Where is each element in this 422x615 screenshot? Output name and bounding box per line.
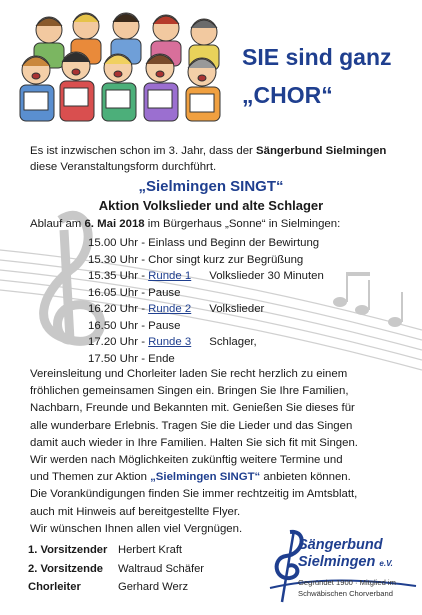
event-name-inline: „Sielmingen SINGT“ bbox=[150, 471, 261, 484]
logo-sub-line-2: Schwäbischen Chorverband bbox=[298, 588, 393, 598]
board-name: Waltraud Schäfer bbox=[118, 562, 205, 575]
body-line: Nachbarn, Freunde und Bekannten mit. Genießen Sie dieses für bbox=[30, 402, 355, 415]
schedule-note: Schlager, bbox=[209, 336, 257, 348]
intro-text-after: diese Veranstaltungsform durchführt. bbox=[30, 161, 217, 173]
schedule-text: Ende bbox=[148, 352, 175, 365]
board-row bbox=[28, 578, 204, 597]
schedule-time: 17.50 Uhr - bbox=[88, 352, 149, 365]
schedule-text: Einlass und Beginn der Bewirtung bbox=[148, 237, 320, 249]
board-role: Chorleiter bbox=[28, 581, 81, 593]
body-line: damit auch wieder in Ihre Familien. Halten Sie sich fit mit Singen. bbox=[30, 436, 358, 449]
schedule-row bbox=[88, 334, 324, 351]
round-3-link[interactable]: Runde 3 bbox=[148, 336, 192, 348]
board-row bbox=[28, 541, 204, 560]
logo-ev: e.V. bbox=[379, 559, 393, 568]
board-role: 2. Vorsitzende bbox=[28, 562, 104, 575]
round-2-link[interactable]: Runde 2 bbox=[148, 303, 192, 315]
body-line: Die Vorankündigungen finden Sie immer rechtzeitig im Amtsblatt, bbox=[30, 488, 358, 501]
round-1-link[interactable]: Runde 1 bbox=[148, 270, 192, 282]
org-name: Sängerbund Sielmingen bbox=[256, 145, 387, 157]
schedule-row bbox=[88, 252, 324, 269]
logo-name-line-2-text: Sielmingen bbox=[298, 554, 376, 570]
body-line: Wir wünschen Ihnen allen viel Vergnügen. bbox=[30, 522, 243, 535]
board-role: 1. Vorsitzender bbox=[28, 544, 108, 556]
schedule-time: 16.05 Uhr - bbox=[88, 286, 149, 299]
choir-illustration bbox=[14, 8, 236, 124]
event-date: 6. Mai 2018 bbox=[84, 218, 145, 230]
logo-name-line-1: Sängerbund bbox=[298, 537, 383, 553]
schedule-row bbox=[88, 301, 324, 318]
schedule-note: Volkslieder 30 Minuten bbox=[209, 270, 324, 282]
body-line: auch mit Hinweis auf bereitgestellte Flyer. bbox=[30, 505, 241, 518]
invitation-paragraph bbox=[30, 366, 415, 538]
logo-name-line-2 bbox=[298, 554, 393, 572]
body-line: Vereinsleitung und Chorleiter laden Sie recht herzlich zu einem bbox=[30, 368, 348, 380]
ablauf-prefix: Ablauf am bbox=[30, 218, 85, 230]
event-subtitle: Aktion Volkslieder und alte Schlager bbox=[98, 198, 324, 213]
schedule-time: 15.35 Uhr - bbox=[88, 270, 149, 282]
schedule-time: 16.20 Uhr - bbox=[88, 303, 149, 315]
intro-paragraph bbox=[30, 143, 410, 175]
body-line-7-before: und Themen zur Aktion bbox=[30, 471, 151, 484]
schedule-time: 15.30 Uhr - bbox=[88, 253, 149, 266]
board-name: Herbert Kraft bbox=[118, 544, 183, 556]
body-line: fröhlichen gemeinsamen Singen ein. Bringen Sie Ihre Familien, bbox=[30, 385, 349, 398]
board-row bbox=[28, 560, 204, 579]
schedule-time: 15.00 Uhr - bbox=[88, 237, 149, 249]
board-name: Gerhard Werz bbox=[118, 581, 189, 593]
schedule-text: Pause bbox=[148, 286, 181, 299]
body-line bbox=[30, 469, 415, 486]
title-line-1: SIE sind ganz bbox=[242, 44, 392, 70]
schedule-text: Pause bbox=[148, 319, 181, 332]
schedule-list bbox=[88, 235, 324, 367]
logo-sub-line-1: Gegründet 1900 · Mitglied im bbox=[298, 578, 396, 587]
schedule-row bbox=[88, 351, 324, 368]
schedule-row bbox=[88, 235, 324, 252]
ablauf-suffix: im Bürgerhaus „Sonne“ in Sielmingen: bbox=[144, 218, 341, 230]
schedule-text: Chor singt kurz zur Begrüßung bbox=[148, 253, 304, 266]
schedule-row bbox=[88, 268, 324, 285]
body-line-7-after: anbieten können. bbox=[260, 471, 351, 484]
body-line: Wir werden nach Möglichkeiten zukünftig weitere Termine und bbox=[30, 454, 343, 467]
board-list bbox=[28, 541, 204, 597]
schedule-row bbox=[88, 318, 324, 335]
title-line-2: „CHOR“ bbox=[242, 82, 333, 108]
logo-tagline bbox=[298, 578, 396, 599]
event-name: „Sielmingen SINGT“ bbox=[138, 178, 284, 195]
body-line: alle wunderbare Erlebnis. Tragen Sie die Lieder und das Singen bbox=[30, 419, 353, 432]
schedule-intro bbox=[30, 218, 410, 230]
schedule-note: Volkslieder bbox=[209, 303, 265, 315]
schedule-time: 17.20 Uhr - bbox=[88, 336, 149, 348]
schedule-time: 16.50 Uhr - bbox=[88, 319, 149, 332]
intro-text-before: Es ist inzwischen schon im 3. Jahr, dass der bbox=[30, 145, 257, 157]
schedule-row bbox=[88, 285, 324, 302]
logo-wordmark bbox=[298, 537, 393, 572]
